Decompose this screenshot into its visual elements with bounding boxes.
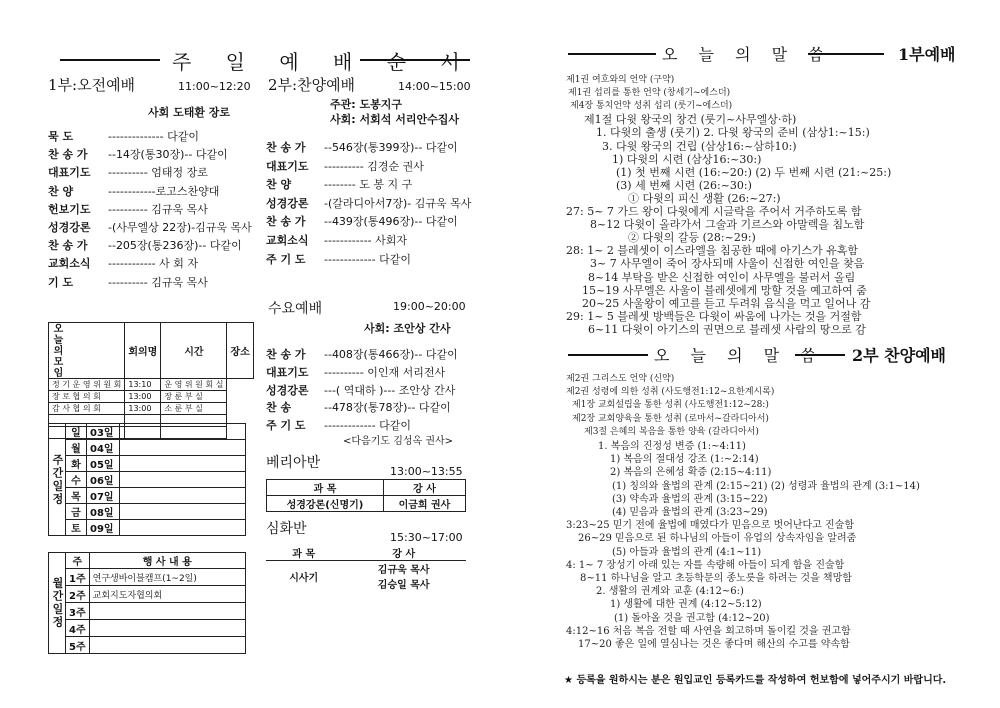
service3-item-value: ---( 역대하 )--- 조안상 간사 xyxy=(324,383,456,397)
table-row xyxy=(49,637,246,654)
outline-line: 제2장 교회양육을 통한 성취 (로마서~갈라디아서) xyxy=(572,413,769,424)
outline-line: 1. 복음의 진정성 변증 (1:~4:11) xyxy=(598,441,746,452)
service3-item-row xyxy=(266,382,455,398)
meeting-cell: 감 사 협 의 회 xyxy=(49,403,125,415)
service3-item-value: --408장(통466장)-- 다같이 xyxy=(324,348,458,361)
berea-header-row xyxy=(267,480,466,496)
outline-line: (3) 약속과 율법의 관계 (3:15~22) xyxy=(612,493,768,505)
weekly-day: 화 xyxy=(66,456,87,472)
weekly-table xyxy=(48,423,246,536)
service1-item-label: 찬 송 가 xyxy=(48,239,88,253)
simhwa-teacher-2: 김승일 목사 xyxy=(377,580,430,591)
table-row xyxy=(49,488,246,504)
service2-item-label: 교회소식 xyxy=(266,234,309,247)
meeting-table xyxy=(48,322,254,439)
service2-item-row xyxy=(266,139,458,155)
outline-line: 4: 1~ 7 장성기 아래 있는 자를 속량해 아들이 되게 함을 진술함 xyxy=(566,559,845,571)
word1-tag: 1부예배 xyxy=(898,45,956,64)
service1-time: 11:00~12:20 xyxy=(178,80,251,93)
service1-item-row xyxy=(48,219,252,235)
service2-item-value: --439장(통496장)-- 다같이 xyxy=(324,215,458,229)
service3-item-value: --478장(통78장)-- 다같이 xyxy=(324,401,451,415)
service1-item-label: 교회소식 xyxy=(48,257,91,271)
title-rule-right xyxy=(360,59,470,61)
worship-order-title: 주 일 예 배 순 서 xyxy=(172,50,474,74)
outline-line: 20~25 사울왕이 예고를 듣고 두려워 음식을 먹고 일어나 감 xyxy=(582,296,871,310)
outline-line: 2. 생활의 권계와 교훈 (4:12~6:) xyxy=(596,586,744,598)
monthly-side-label: 월간일정 xyxy=(51,577,64,629)
service3-item-row xyxy=(266,346,458,362)
weekly-day: 금 xyxy=(66,504,87,520)
weekly-event xyxy=(120,456,246,472)
weekly-event xyxy=(120,440,246,456)
table-row xyxy=(49,403,254,415)
service3-item-row xyxy=(266,364,445,380)
monthly-header: 행 사 내 용 xyxy=(89,553,245,569)
outline-line: 4:12~16 처음 복음 전할 때 사연을 회고하며 돌이킬 것을 권고함 xyxy=(566,625,851,637)
service3-time: 19:00~20:00 xyxy=(393,300,466,313)
simhwa-table xyxy=(266,545,466,591)
meeting-cell: 소 룬 부 실 xyxy=(161,403,227,415)
table-row xyxy=(266,561,466,577)
weekly-event xyxy=(120,472,246,488)
table-row xyxy=(49,620,246,637)
simhwa-name: 심화반 xyxy=(266,521,307,537)
weekly-date: 05일 xyxy=(87,456,120,472)
service1-presider: 사회 도태환 장로 xyxy=(148,106,231,119)
monthly-week: 3주 xyxy=(66,603,90,620)
monthly-week: 4주 xyxy=(66,620,90,637)
service2-item-value: --546장(통399장)-- 다같이 xyxy=(324,141,458,154)
service1-item-label: 기 도 xyxy=(48,275,74,289)
service2-presider: 사회: 서회석 서리안수집사 xyxy=(330,113,459,126)
weekly-event xyxy=(120,424,246,440)
outline-line: 제2권 그리스도 언약 (신약) xyxy=(566,374,675,384)
service3-presider: 사회: 조안상 간사 xyxy=(364,322,451,335)
service2-item-label: 찬 송 가 xyxy=(266,141,306,154)
outline-line: 제1권 여호와의 언약 (구약) xyxy=(566,75,675,85)
service1-item-label: 성경강론 xyxy=(48,221,91,234)
service2-item-label: 성경강론 xyxy=(266,196,309,210)
table-row xyxy=(49,472,246,488)
service3-item-label: 찬 송 xyxy=(266,401,292,415)
weekly-side-label-cell xyxy=(49,424,66,536)
table-row xyxy=(267,496,466,512)
service3-name: 수요예배 xyxy=(268,301,323,317)
service1-item-value: ------------ 사 회 자 xyxy=(108,257,198,271)
service3-item-label: 성경강론 xyxy=(266,383,309,397)
outline-line: 27: 5~ 7 가드 왕이 다윗에게 시글락을 주어서 거주하도록 함 xyxy=(566,205,862,218)
service1-item-label: 묵 도 xyxy=(48,130,74,143)
outline-line: 2) 복음의 은혜성 확증 (2:15~4:11) xyxy=(610,467,772,479)
meeting-cell: 정 기 운 영 위 원 회 xyxy=(49,379,125,391)
meeting-cell: 13:10 xyxy=(125,379,161,391)
berea-header-teacher: 강 사 xyxy=(383,480,465,496)
word2-rule-right xyxy=(795,354,845,356)
service1-item-value: -(사무엘상 22장)-김규욱 목사 xyxy=(108,221,252,234)
service2-item-value: ------------- 다같이 xyxy=(324,252,411,266)
meeting-cell: 장 로 협 의 회 xyxy=(49,391,125,403)
weekly-date: 06일 xyxy=(87,472,120,488)
monthly-header: 주 xyxy=(66,553,90,569)
outline-line: 28: 1~ 2 블레셋이 이스라엘을 침공한 때에 아기스가 유혹함 xyxy=(566,244,859,258)
meeting-side-label: 오늘의모임 xyxy=(51,323,62,378)
berea-table xyxy=(266,479,466,512)
weekly-event xyxy=(120,520,246,536)
service3-item-value: ---------- 이인재 서리전사 xyxy=(324,365,446,379)
meeting-cell: 장 룬 부 실 xyxy=(161,391,227,403)
weekly-date: 09일 xyxy=(87,520,120,536)
outline-line: (1) 첫 번째 시련 (16:~20:) (2) 두 번째 시련 (21:~25:) xyxy=(616,165,892,179)
service2-item-row xyxy=(266,232,407,248)
outline-line: ② 다윗의 갈등 (28:~29:) xyxy=(628,231,756,245)
weekly-event xyxy=(120,488,246,504)
berea-header-subject: 과 목 xyxy=(267,480,384,496)
weekly-day: 토 xyxy=(66,520,87,536)
service1-item-label: 대표기도 xyxy=(48,166,91,180)
service1-item-value: --205장(통236장)-- 다같이 xyxy=(108,239,242,253)
meeting-cell: 운 영 위 원 회 실 xyxy=(161,379,227,391)
service2-item-value: ------------ 사회자 xyxy=(324,234,408,247)
simhwa-header-teacher: 강 사 xyxy=(341,545,466,561)
service1-item-row xyxy=(48,237,242,253)
service1-item-row xyxy=(48,201,208,217)
weekly-date: 08일 xyxy=(87,504,120,520)
word2-tag: 2부 찬양예배 xyxy=(852,346,946,365)
monthly-table xyxy=(48,552,246,654)
outline-line: 제1권 섭리를 통한 언약 (창세기~에스더) xyxy=(568,88,731,99)
weekly-event xyxy=(120,504,246,520)
word2-rule-left xyxy=(568,354,648,356)
outline-line: 1) 복음의 절대성 강조 (1:~2:14) xyxy=(610,454,759,466)
simhwa-header-row xyxy=(266,545,466,561)
service2-name: 2부:찬양예배 xyxy=(268,76,356,94)
outline-line: (5) 아들과 율법의 관계 (4:1~11) xyxy=(612,546,762,558)
outline-line: 3~ 7 사무엘이 죽어 장사되매 사울이 신접한 여인을 찾음 xyxy=(590,257,865,271)
outline-line: 15~19 사무엘은 사울이 블레셋에게 망할 것을 예고하여 줌 xyxy=(582,283,867,297)
service2-item-row xyxy=(266,213,458,229)
table-row xyxy=(49,520,246,536)
service3-item-row xyxy=(266,399,451,415)
weekly-side-label: 주간일정 xyxy=(51,453,64,506)
table-row xyxy=(49,569,246,586)
meeting-cell: 13:00 xyxy=(125,391,161,403)
service3-item-row xyxy=(266,417,411,433)
weekly-date: 07일 xyxy=(87,488,120,504)
meeting-side-label-cell xyxy=(49,323,125,379)
monthly-rows xyxy=(49,553,246,654)
outline-line: 8~12 다윗이 올라가서 그술과 기르스와 아말렉을 침노함 xyxy=(590,218,865,232)
service2-item-label: 대표기도 xyxy=(266,159,309,173)
weekly-date: 04일 xyxy=(87,440,120,456)
outline-line: 26~29 믿음으로 된 하나님의 아들이 유업의 상속자임을 알려줌 xyxy=(578,533,857,545)
outline-line: 제1장 교회설립을 통한 성취 (사도행전1:12~28:) xyxy=(572,400,769,411)
berea-teacher: 이금희 권사 xyxy=(383,496,465,512)
monthly-event: 교회지도자협의회 xyxy=(89,586,245,603)
weekly-day: 목 xyxy=(66,488,87,504)
service1-name: 1부:오전예배 xyxy=(48,76,136,94)
next-prayer-note: <다음기도 김성옥 권사> xyxy=(343,436,454,447)
service3-item-label: 주 기 도 xyxy=(266,419,306,433)
service2-item-row xyxy=(266,195,471,211)
table-row xyxy=(49,586,246,603)
outline-line: (4) 믿음과 율법의 관계 (3:23~29) xyxy=(612,507,768,518)
service1-item-label: 찬 양 xyxy=(48,184,74,198)
meeting-header-time: 시간 xyxy=(161,323,227,379)
monthly-event xyxy=(89,620,245,637)
outline-line: (1) 돌아올 것을 권고함 (4:12~20) xyxy=(614,612,770,624)
outline-line: 3:23~25 믿기 전에 율법에 매였다가 믿음으로 벗어난다고 진술함 xyxy=(566,520,854,532)
monthly-header-row xyxy=(49,553,246,569)
service2-item-row xyxy=(266,251,411,267)
service1-item-value: ---------- 김규욱 목사 xyxy=(108,275,208,289)
service2-host: 주관: 도봉지구 xyxy=(330,98,402,111)
service1-item-row xyxy=(48,255,198,271)
word2-title: 오 늘 의 말 씀 xyxy=(654,346,824,365)
monthly-event xyxy=(89,637,245,654)
service2-item-label: 찬 양 xyxy=(266,178,292,192)
monthly-week: 2주 xyxy=(66,586,90,603)
monthly-week: 1주 xyxy=(66,569,90,586)
outline-line: 1) 생활에 대한 권계 (4:12~5:12) xyxy=(610,599,762,611)
outline-line: (3) 세 번째 시련 (26:~30:) xyxy=(616,178,752,192)
service1-item-label: 찬 송 가 xyxy=(48,148,88,162)
outline-line: 1) 다윗의 시련 (삼상16:~30:) xyxy=(612,152,762,166)
berea-name: 베리아반 xyxy=(266,455,321,471)
service3-item-value: ------------- 다같이 xyxy=(324,419,411,433)
service3-item-label: 대표기도 xyxy=(266,365,309,379)
weekly-day: 수 xyxy=(66,472,87,488)
service1-item-value: -------------- 다같이 xyxy=(108,130,199,143)
service1-item-value: --14장(통30장)-- 다같이 xyxy=(108,148,228,162)
table-row xyxy=(49,424,246,440)
weekly-day: 월 xyxy=(66,440,87,456)
monthly-event: 연구생바이블캠프(1~2일) xyxy=(89,569,245,586)
weekly-rows xyxy=(49,424,246,536)
meeting-header-name: 회의명 xyxy=(125,323,161,379)
service1-item-row xyxy=(48,183,219,199)
outline-line: 제1절 다윗 왕국의 창건 (룻기~사무엘상·하) xyxy=(584,113,797,127)
simhwa-time: 15:30~17:00 xyxy=(390,531,463,544)
service1-item-row xyxy=(48,164,208,180)
simhwa-subject: 시사기 xyxy=(289,572,319,584)
outline-line: 29: 1~ 5 블레셋 방백들은 다윗이 싸움에 나가는 것을 거절함 xyxy=(566,309,862,323)
outline-line: 8~11 하나님을 알고 초등학문의 종노릇을 하려는 것을 책망함 xyxy=(580,573,852,584)
outline-line: ① 다윗의 피신 생활 (26:~27:) xyxy=(628,191,781,205)
registration-footer: ★ 등록을 원하시는 분은 원입교인 등록카드를 작성하여 헌보함에 넣어주시기 바랍니다. xyxy=(564,675,947,686)
monthly-event xyxy=(89,603,245,620)
outline-line: 제3절 은혜의 복음을 통한 양육 (갈라디아서) xyxy=(584,426,759,437)
service2-item-value: -------- 도 봉 지 구 xyxy=(324,178,413,192)
outline-line: (1) 칭의와 율법의 관계 (2:15~21) (2) 성령과 율법의 관계 (3:1~14) xyxy=(612,480,920,492)
service1-item-label: 헌보기도 xyxy=(48,202,91,216)
service2-time: 14:00~15:00 xyxy=(398,80,471,93)
table-row xyxy=(49,440,246,456)
simhwa-header-subject: 과 목 xyxy=(266,545,341,561)
table-row xyxy=(49,456,246,472)
outline-line: 제2권 성령에 의한 성취 (사도행전1:12~요한계시록) xyxy=(566,387,775,398)
table-row xyxy=(49,603,246,620)
title-rule-left xyxy=(60,59,160,61)
word1-title: 오 늘 의 말 씀 xyxy=(662,45,832,64)
table-row xyxy=(49,379,254,391)
monthly-side-label-cell xyxy=(49,553,66,654)
table-row xyxy=(49,504,246,520)
outline-line: 8~14 부탁을 받은 신접한 여인이 사무엘을 불러서 올림 xyxy=(588,270,856,284)
berea-subject: 성경강론(신명기) xyxy=(267,496,384,512)
service1-item-row xyxy=(48,274,208,290)
service1-item-value: ------------로고스찬양대 xyxy=(108,184,220,198)
outline-line: 제4장 통치언약 성취 섭리 (룻기~에스더) xyxy=(570,101,733,112)
service2-item-label: 찬 송 가 xyxy=(266,215,306,229)
outline-line: 3. 다윗 왕국의 건립 (삼상16:~삼하10:) xyxy=(602,139,797,153)
meeting-cell: 13:00 xyxy=(125,403,161,415)
weekly-day: 일 xyxy=(66,424,87,440)
outline-line: 17~20 좋은 일에 열심나는 것은 좋다며 해산의 수고를 약속함 xyxy=(578,639,850,650)
weekly-date: 03일 xyxy=(87,424,120,440)
service2-item-label: 주 기 도 xyxy=(266,252,306,266)
service2-item-row xyxy=(266,158,424,174)
service2-item-row xyxy=(266,176,412,192)
service1-item-value: ---------- 엄태정 장로 xyxy=(108,166,208,180)
service1-item-row xyxy=(48,146,228,162)
table-row xyxy=(49,391,254,403)
meeting-header-place: 장소 xyxy=(227,323,253,379)
simhwa-teacher-1: 김규욱 목사 xyxy=(377,565,430,576)
outline-line: 1. 다윗의 출생 (룻기) 2. 다윗 왕국의 준비 (삼상1:~15:) xyxy=(596,126,870,140)
berea-time: 13:00~13:55 xyxy=(390,465,463,478)
service2-item-value: -(갈라디아서7장)- 김규욱 목사 xyxy=(324,196,472,210)
outline-line: 6~11 다윗이 아기스의 권면으로 블레셋 사람의 땅으로 감 xyxy=(588,322,866,336)
service3-item-label: 찬 송 가 xyxy=(266,348,306,361)
monthly-week: 5주 xyxy=(66,637,90,654)
word1-rule-right xyxy=(808,53,884,55)
service2-item-value: ---------- 김경순 권사 xyxy=(324,159,424,173)
word1-rule-left xyxy=(568,53,656,55)
service1-item-value: ---------- 김규욱 목사 xyxy=(108,202,208,216)
meeting-header-row xyxy=(49,323,254,379)
service1-item-row xyxy=(48,128,199,144)
